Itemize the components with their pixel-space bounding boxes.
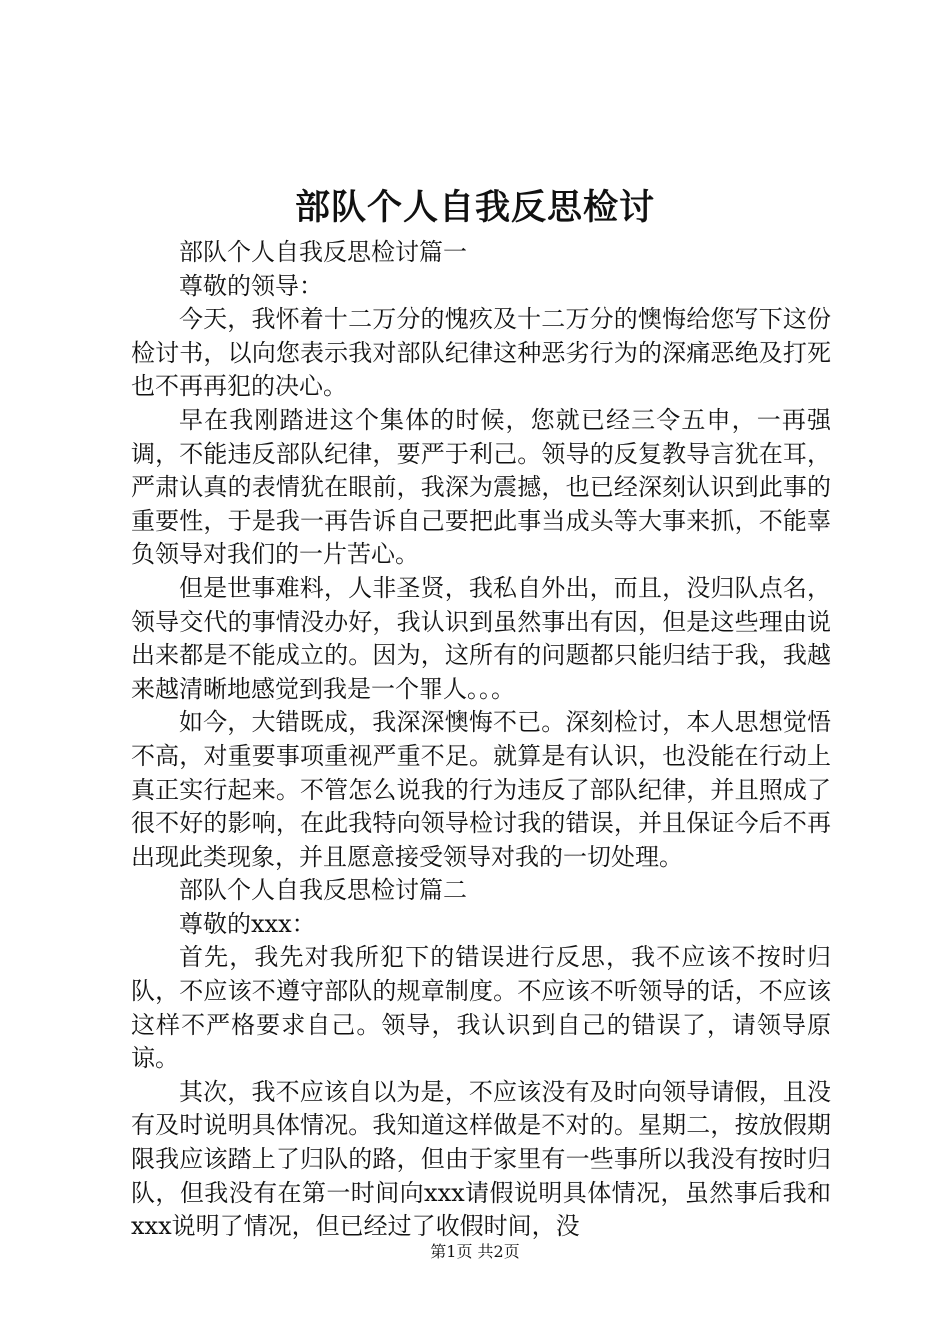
- paragraph: 但是世事难料，人非圣贤，我私自外出，而且，没归队点名，领导交代的事情没办好，我认识到虽然事出有因，但是这些理由说出来都是不能成立的。因为，这所有的问题都只能归结于我，我越来越清晰地感觉到我是一个罪人。。。: [131, 573, 831, 703]
- section-heading-2: 部队个人自我反思检讨篇二: [179, 876, 467, 905]
- page-number-footer: 第1页 共2页: [430, 1242, 520, 1261]
- document-title: 部队个人自我反思检讨: [294, 187, 655, 228]
- document-body: [131, 236, 831, 1244]
- paragraph: 今天，我怀着十二万分的愧疚及十二万分的懊悔给您写下这份检讨书，以向您表示我对部队纪律这种恶劣行为的深痛恶绝及打死也不再再犯的决心。: [131, 305, 831, 401]
- salutation-2: 尊敬的xxx：: [179, 909, 316, 938]
- paragraph: 首先，我先对我所犯下的错误进行反思，我不应该不按时归队，不应该不遵守部队的规章制度。不应该不听领导的话，不应该这样不严格要求自己。领导，我认识到自己的错误了，请领导原谅。: [131, 943, 831, 1073]
- paragraph: 如今，大错既成，我深深懊悔不已。深刻检讨，本人思想觉悟不高，对重要事项重视严重不足。就算是有认识，也没能在行动上真正实行起来。不管怎么说我的行为违反了部队纪律，并且照成了很不好的影响，在此我特向领导检讨我的错误，并且保证今后不再出现此类现象，并且愿意接受领导对我的一切处理。: [131, 708, 831, 871]
- section-heading-1: 部队个人自我反思检讨篇一: [179, 238, 467, 266]
- paragraph: 早在我刚踏进这个集体的时候，您就已经三令五申，一再强调，不能违反部队纪律，要严于利己。领导的反复教导言犹在耳，严肃认真的表情犹在眼前，我深为震撼，也已经深刻认识到此事的重要性，于是我一再告诉自己要把此事当成头等大事来抓，不能辜负领导对我们的一片苦心。: [131, 405, 831, 569]
- paragraph: 其次，我不应该自以为是，不应该没有及时向领导请假，且没有及时说明具体情况。我知道这样做是不对的。星期二，按放假期限我应该踏上了归队的路，但由于家里有一些事所以我没有按时归队，但我没有在第一时间向xxx请假说明具体情况，虽然事后我和xxx说明了情况，但已经过了收假时间，没: [131, 1077, 831, 1241]
- salutation-1: 尊敬的领导：: [179, 271, 323, 300]
